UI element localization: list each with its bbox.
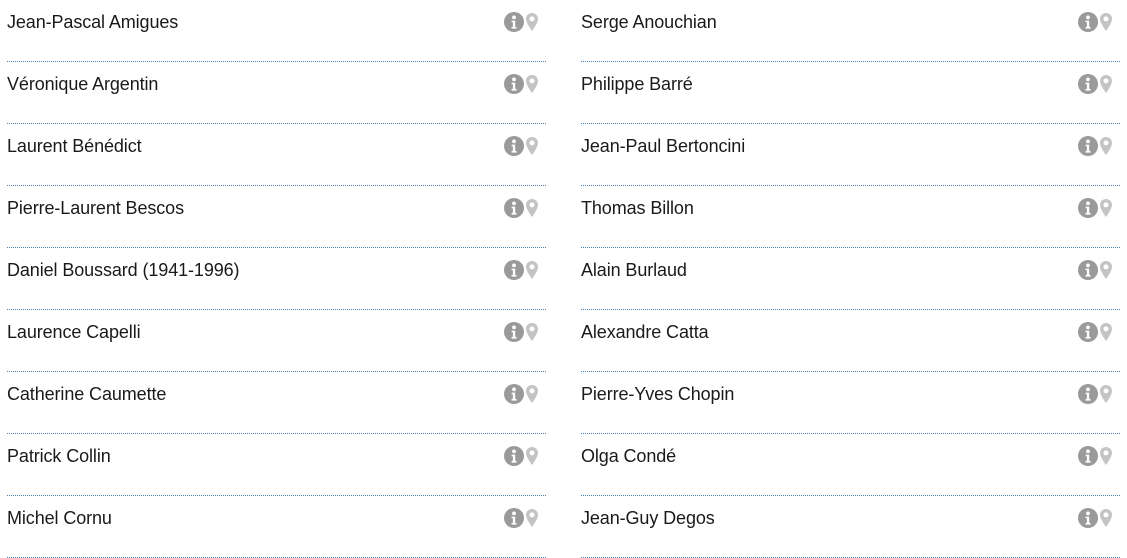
map-pin-icon[interactable]	[1099, 322, 1113, 342]
person-row	[7, 124, 546, 186]
map-pin-icon[interactable]	[1099, 136, 1113, 156]
person-actions	[1078, 135, 1113, 157]
person-actions	[504, 507, 539, 529]
person-name-link[interactable]: Véronique Argentin	[7, 74, 159, 94]
info-icon[interactable]	[1078, 508, 1098, 528]
map-pin-icon[interactable]	[525, 384, 539, 404]
person-row	[7, 186, 546, 248]
map-pin-icon[interactable]	[1099, 260, 1113, 280]
person-actions	[1078, 259, 1113, 281]
info-icon[interactable]	[1078, 136, 1098, 156]
person-name-link[interactable]: Jean-Pascal Amigues	[7, 12, 179, 32]
map-pin-icon[interactable]	[1099, 198, 1113, 218]
person-name-link[interactable]: Pierre-Yves Chopin	[581, 384, 735, 404]
person-row	[7, 434, 546, 496]
person-actions	[504, 197, 539, 219]
map-pin-icon[interactable]	[1099, 508, 1113, 528]
person-actions	[504, 11, 539, 33]
map-pin-icon[interactable]	[525, 12, 539, 32]
person-row	[581, 434, 1120, 496]
info-icon[interactable]	[1078, 12, 1098, 32]
person-name-link[interactable]: Serge Anouchian	[581, 12, 717, 32]
info-icon[interactable]	[504, 74, 524, 94]
person-name-link[interactable]: Thomas Billon	[581, 198, 694, 218]
person-name-link[interactable]: Alain Burlaud	[581, 260, 687, 280]
person-actions	[1078, 445, 1113, 467]
map-pin-icon[interactable]	[525, 260, 539, 280]
map-pin-icon[interactable]	[1099, 74, 1113, 94]
map-pin-icon[interactable]	[525, 508, 539, 528]
map-pin-icon[interactable]	[525, 136, 539, 156]
person-row	[581, 372, 1120, 434]
info-icon[interactable]	[504, 136, 524, 156]
person-row	[581, 124, 1120, 186]
person-actions	[504, 73, 539, 95]
info-icon[interactable]	[504, 508, 524, 528]
person-actions	[504, 445, 539, 467]
person-actions	[1078, 383, 1113, 405]
people-column-left	[7, 0, 546, 558]
person-actions	[504, 321, 539, 343]
person-actions	[504, 383, 539, 405]
person-row	[581, 0, 1120, 62]
info-icon[interactable]	[504, 446, 524, 466]
info-icon[interactable]	[1078, 74, 1098, 94]
map-pin-icon[interactable]	[1099, 384, 1113, 404]
info-icon[interactable]	[504, 198, 524, 218]
person-row	[581, 310, 1120, 372]
map-pin-icon[interactable]	[525, 446, 539, 466]
info-icon[interactable]	[1078, 198, 1098, 218]
info-icon[interactable]	[504, 322, 524, 342]
map-pin-icon[interactable]	[1099, 446, 1113, 466]
info-icon[interactable]	[1078, 322, 1098, 342]
person-actions	[1078, 73, 1113, 95]
person-row	[7, 62, 546, 124]
person-actions	[1078, 197, 1113, 219]
person-row	[7, 496, 546, 558]
info-icon[interactable]	[504, 12, 524, 32]
person-actions	[1078, 11, 1113, 33]
person-actions	[1078, 321, 1113, 343]
person-row	[581, 496, 1120, 558]
person-name-link[interactable]: Jean-Paul Bertoncini	[581, 136, 746, 156]
person-row	[7, 248, 546, 310]
person-row	[7, 372, 546, 434]
map-pin-icon[interactable]	[525, 74, 539, 94]
person-name-link[interactable]: Michel Cornu	[7, 508, 112, 528]
person-actions	[504, 135, 539, 157]
info-icon[interactable]	[1078, 446, 1098, 466]
person-name-link[interactable]: Daniel Boussard (1941-1996)	[7, 260, 240, 280]
info-icon[interactable]	[504, 384, 524, 404]
person-row	[581, 248, 1120, 310]
person-name-link[interactable]: Philippe Barré	[581, 74, 693, 94]
person-name-link[interactable]: Laurent Bénédict	[7, 136, 142, 156]
person-actions	[504, 259, 539, 281]
person-row	[581, 186, 1120, 248]
person-row	[7, 310, 546, 372]
person-row	[581, 62, 1120, 124]
info-icon[interactable]	[1078, 260, 1098, 280]
person-actions	[1078, 507, 1113, 529]
person-name-link[interactable]: Pierre-Laurent Bescos	[7, 198, 184, 218]
person-name-link[interactable]: Patrick Collin	[7, 446, 111, 466]
person-name-link[interactable]: Alexandre Catta	[581, 322, 709, 342]
info-icon[interactable]	[504, 260, 524, 280]
map-pin-icon[interactable]	[525, 322, 539, 342]
person-name-link[interactable]: Jean-Guy Degos	[581, 508, 715, 528]
info-icon[interactable]	[1078, 384, 1098, 404]
person-row	[7, 0, 546, 62]
map-pin-icon[interactable]	[1099, 12, 1113, 32]
person-name-link[interactable]: Laurence Capelli	[7, 322, 141, 342]
map-pin-icon[interactable]	[525, 198, 539, 218]
people-column-right	[581, 0, 1120, 558]
person-name-link[interactable]: Olga Condé	[581, 446, 677, 466]
person-name-link[interactable]: Catherine Caumette	[7, 384, 167, 404]
